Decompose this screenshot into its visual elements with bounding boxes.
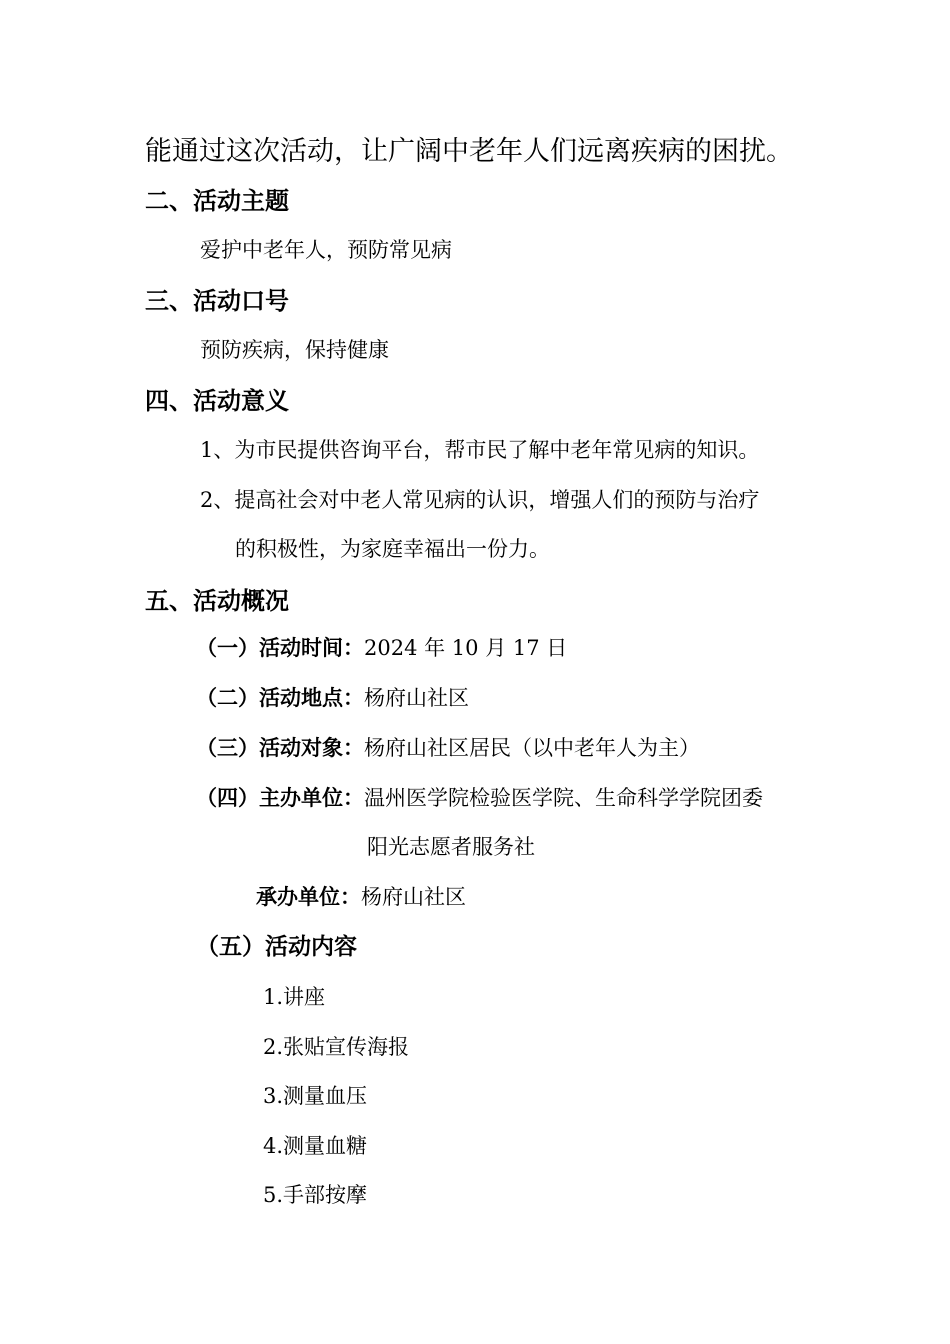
overview-place-row	[196, 688, 469, 709]
section-slogan-heading: 三、活动口号	[145, 287, 289, 315]
section-overview-heading: 五、活动概况	[145, 587, 289, 615]
section-theme-heading: 二、活动主题	[145, 187, 289, 215]
overview-target-label: （三）活动对象：	[196, 736, 364, 760]
overview-place-label: （二）活动地点：	[196, 686, 364, 710]
section-theme-text: 爱护中老年人，预防常见病	[200, 238, 452, 262]
significance-item-1: 1、为市民提供咨询平台，帮市民了解中老年常见病的知识。	[200, 438, 760, 462]
overview-time-value: 2024 年 10 月 17 日	[364, 636, 568, 660]
intro-paragraph-tail: 能通过这次活动，让广阔中老年人们远离疾病的困扰。	[145, 136, 793, 167]
content-item-blood-sugar: 4.测量血糖	[263, 1134, 368, 1158]
overview-organizer-label: 承办单位：	[256, 885, 361, 909]
overview-organizer-row	[256, 887, 466, 908]
section-slogan-text: 预防疾病，保持健康	[200, 338, 389, 362]
overview-target-value: 杨府山社区居民（以中老年人为主）	[364, 736, 700, 760]
overview-host-value: 温州医学院检验医学院、生命科学学院团委	[364, 786, 763, 810]
content-item-posters: 2.张贴宣传海报	[263, 1035, 410, 1059]
content-item-hand-massage: 5.手部按摩	[263, 1183, 368, 1207]
significance-item-2-continued: 的积极性，为家庭幸福出一份力。	[235, 537, 550, 561]
overview-place-value: 杨府山社区	[364, 686, 469, 710]
overview-organizer-value: 杨府山社区	[361, 885, 466, 909]
content-item-lecture: 1.讲座	[263, 985, 326, 1009]
overview-host-value-line-2: 阳光志愿者服务社	[367, 835, 535, 859]
overview-content-heading: （五）活动内容	[196, 934, 357, 960]
overview-host-label: （四）主办单位：	[196, 786, 364, 810]
section-significance-heading: 四、活动意义	[145, 387, 289, 415]
overview-time-row	[196, 638, 567, 659]
overview-time-label: （一）活动时间：	[196, 636, 364, 660]
overview-host-row	[196, 788, 763, 809]
significance-item-2: 2、提高社会对中老人常见病的认识，增强人们的预防与治疗	[200, 488, 760, 512]
overview-target-row	[196, 738, 700, 759]
content-item-blood-pressure: 3.测量血压	[263, 1084, 368, 1108]
